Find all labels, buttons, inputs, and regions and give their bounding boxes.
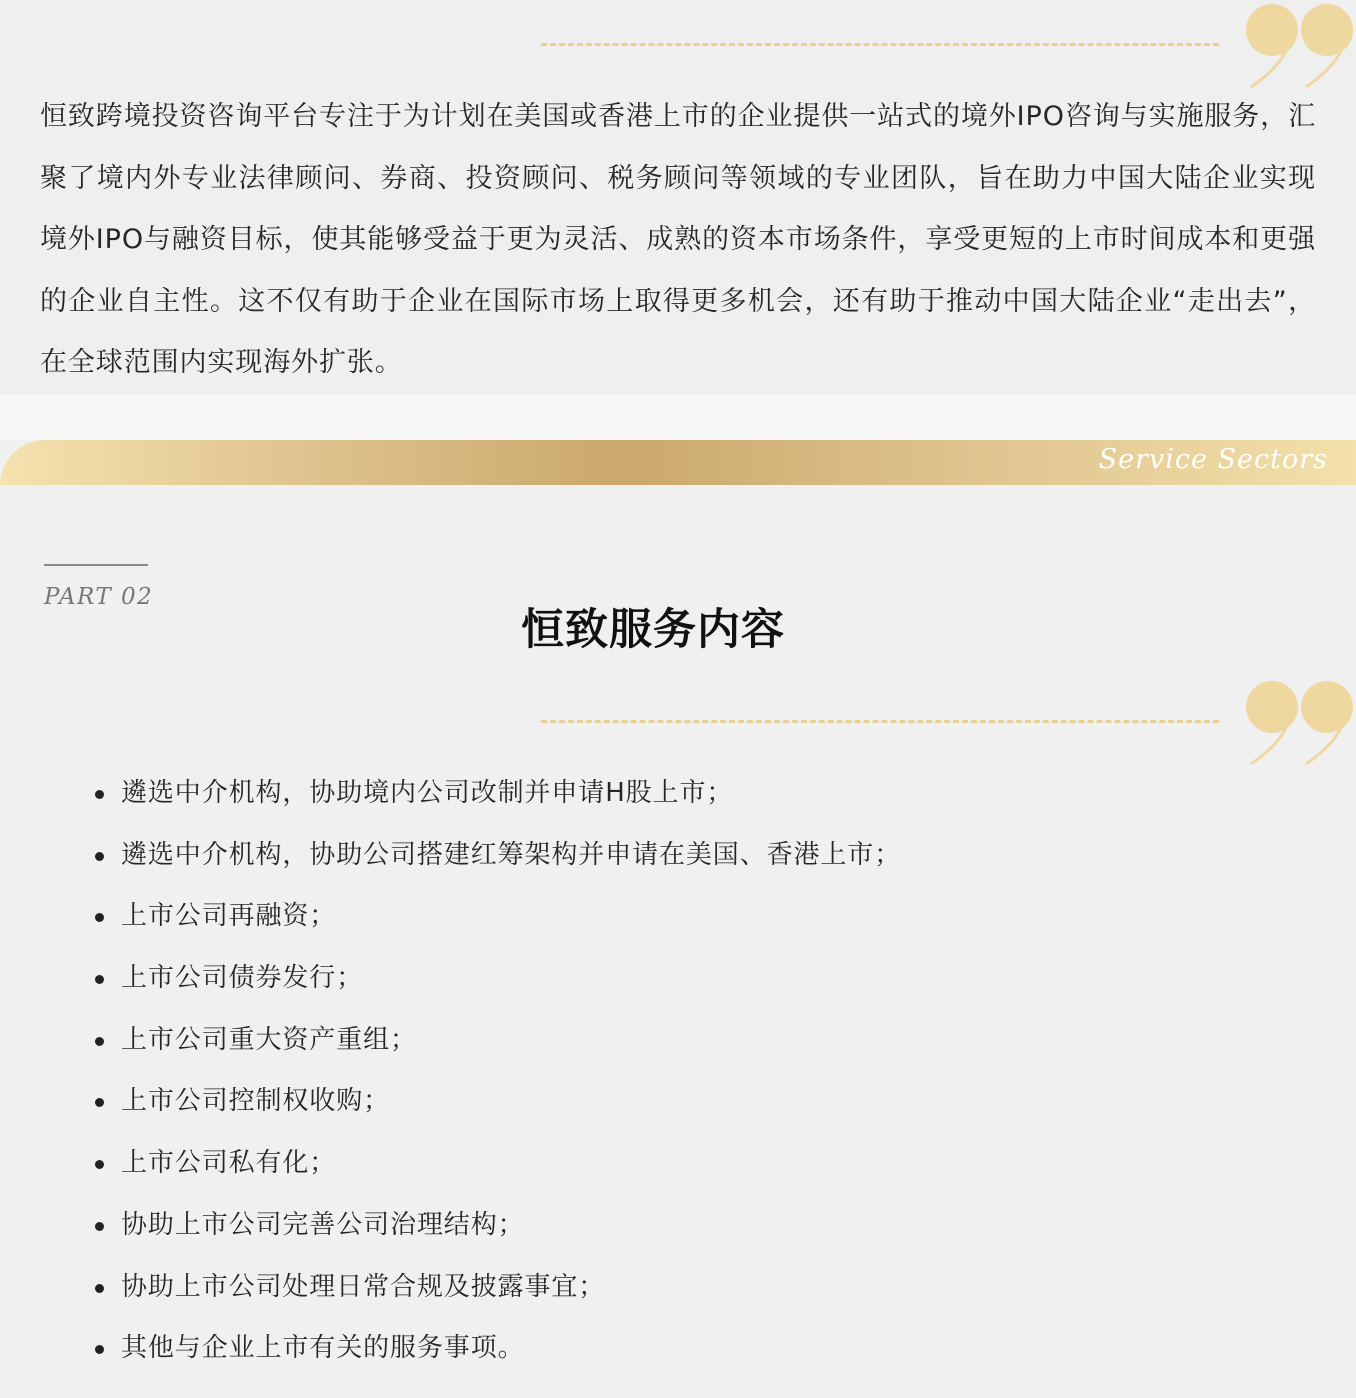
bullet-dot-icon xyxy=(95,790,104,799)
bullet-dot-icon xyxy=(95,852,104,861)
service-item-label: 遴选中介机构，协助境内公司改制并申请H股上市； xyxy=(121,778,734,808)
service-item-label: 上市公司控制权收购； xyxy=(121,1086,391,1117)
part-divider xyxy=(44,564,148,566)
bullet-dot-icon xyxy=(95,1037,104,1046)
service-item-label: 上市公司私有化； xyxy=(121,1148,337,1179)
list-item xyxy=(92,1257,901,1319)
service-sectors-banner xyxy=(0,440,1356,485)
service-list xyxy=(92,763,901,1380)
list-item xyxy=(92,886,901,948)
bullet-dot-icon xyxy=(95,975,104,984)
bullet-dot-icon xyxy=(95,1284,104,1293)
intro-section xyxy=(0,0,1356,395)
bullet-dot-icon xyxy=(95,913,104,922)
list-item xyxy=(92,948,901,1010)
list-item xyxy=(92,763,901,825)
bullet-dot-icon xyxy=(95,1222,104,1231)
service-item-label: 协助上市公司处理日常合规及披露事宜； xyxy=(121,1271,606,1302)
service-item-label: 遴选中介机构，协助公司搭建红筹架构并申请在美国、香港上市； xyxy=(121,839,902,870)
list-item xyxy=(92,825,901,887)
decorative-dashed-line xyxy=(541,43,1219,46)
section-title: 恒致服务内容 xyxy=(521,605,785,655)
closing-quote-icon xyxy=(1245,3,1355,93)
list-item xyxy=(92,1071,901,1133)
section-gap xyxy=(0,395,1356,440)
banner-label: Service Sectors xyxy=(1098,444,1328,475)
intro-paragraph: 恒致跨境投资咨询平台专注于为计划在美国或香港上市的企业提供一站式的境外IPO咨询与实施服务，汇聚了境内外专业法律顾问、券商、投资顾问、税务顾问等领域的专业团队，旨在助力中国大陆企业实现境外IPO与融资目标，使其能够受益于更为灵活、成熟的资本市场条件，享受更短的上市时间成本和更强的企业自主性。这不仅有助于企业在国际市场上取得更多机会，还有助于推动中国大陆企业“走出去”，在全球范围内实现海外扩张。 xyxy=(40,101,1316,378)
service-item-label: 上市公司重大资产重组； xyxy=(121,1024,417,1055)
list-item xyxy=(92,1133,901,1195)
list-item xyxy=(92,1010,901,1072)
bullet-dot-icon xyxy=(95,1160,104,1169)
bullet-dot-icon xyxy=(95,1345,104,1354)
service-item-label: 协助上市公司完善公司治理结构； xyxy=(121,1209,525,1240)
list-item xyxy=(92,1318,901,1380)
decorative-dashed-line xyxy=(541,720,1219,723)
list-item xyxy=(92,1195,901,1257)
service-item-label: 其他与企业上市有关的服务事项。 xyxy=(121,1333,525,1364)
closing-quote-icon xyxy=(1245,680,1355,770)
bullet-dot-icon xyxy=(95,1098,104,1107)
part-label: PART 02 xyxy=(44,584,154,610)
service-item-label: 上市公司再融资； xyxy=(121,901,337,932)
service-item-label: 上市公司债券发行； xyxy=(121,963,364,994)
